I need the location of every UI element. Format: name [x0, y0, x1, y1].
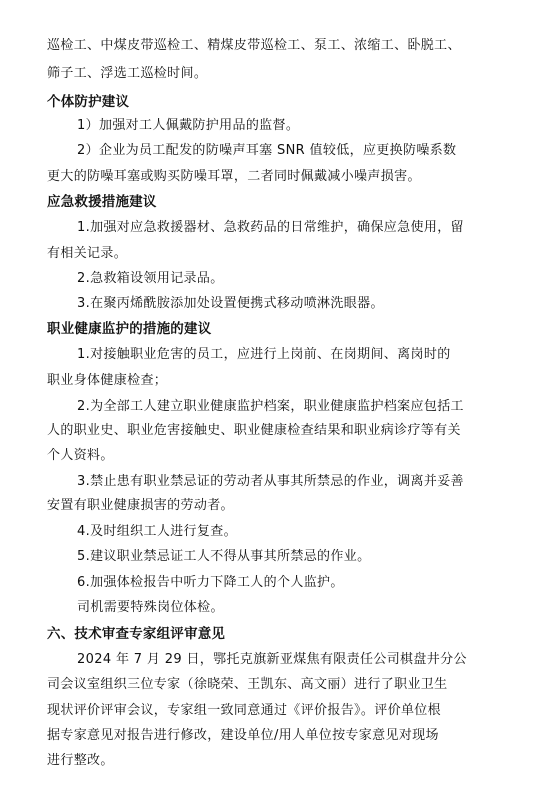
text-line: 2）企业为员工配发的防噪声耳塞 SNR 值较低，应更换防噪系数	[77, 143, 457, 158]
text-line: 司机需要特殊岗位体检。	[77, 600, 224, 615]
section-heading: 职业健康监护的措施的建议	[47, 321, 212, 337]
text-line: 有相关记录。	[47, 246, 128, 261]
text-line: 2024 年 7 月 29 日，鄂托克旗新亚煤焦有限责任公司棋盘井分公	[77, 652, 467, 667]
text-line: 司会议室组织三位专家（徐晓荣、王凯东、高文丽）进行了职业卫生	[47, 677, 448, 692]
text-line: 2.急救箱设领用记录品。	[77, 271, 224, 286]
text-line: 个人资料。	[47, 448, 114, 463]
text-line: 据专家意见对报告进行修改，建设单位/用人单位按专家意见对现场	[47, 728, 439, 743]
text-line: 2.为全部工人建立职业健康监护档案，职业健康监护档案应包括工	[77, 399, 464, 414]
text-line: 更大的防噪耳塞或购买防噪耳罩，二者同时佩戴减小噪声损害。	[47, 169, 421, 184]
text-line: 3.禁止患有职业禁忌证的劳动者从事其所禁忌的作业，调离并妥善	[77, 474, 464, 489]
section-heading: 六、技术审查专家组评审意见	[47, 626, 226, 642]
text-line: 5.建议职业禁忌证工人不得从事其所禁忌的作业。	[77, 549, 371, 564]
text-line: 筛子工、浮选工巡检时间。	[47, 66, 208, 81]
text-line: 1.加强对应急救援器材、急救药品的日常维护，确保应急使用，留	[77, 220, 464, 235]
text-line: 巡检工、中煤皮带巡检工、精煤皮带巡检工、泵工、浓缩工、卧脱工、	[47, 38, 461, 53]
text-line: 进行整改。	[47, 753, 114, 768]
text-line: 3.在聚丙烯酰胺添加处设置便携式移动喷淋洗眼器。	[77, 296, 384, 311]
text-line: 职业身体健康检查；	[47, 373, 168, 388]
text-line: 1.对接触职业危害的员工，应进行上岗前、在岗期间、离岗时的	[77, 347, 451, 362]
text-line: 1）加强对工人佩戴防护用品的监督。	[77, 118, 300, 133]
text-line: 现状评价评审会议，专家组一致同意通过《评价报告》。评价单位根	[47, 703, 442, 718]
section-heading: 应急救援措施建议	[47, 194, 157, 210]
section-heading: 个体防护建议	[47, 94, 130, 110]
text-line: 安置有职业健康损害的劳动者。	[47, 498, 234, 513]
text-line: 人的职业史、职业危害接触史、职业健康检查结果和职业病诊疗等有关	[47, 423, 461, 438]
text-line: 4.及时组织工人进行复查。	[77, 524, 237, 539]
text-line: 6.加强体检报告中听力下降工人的个人监护。	[77, 575, 344, 590]
